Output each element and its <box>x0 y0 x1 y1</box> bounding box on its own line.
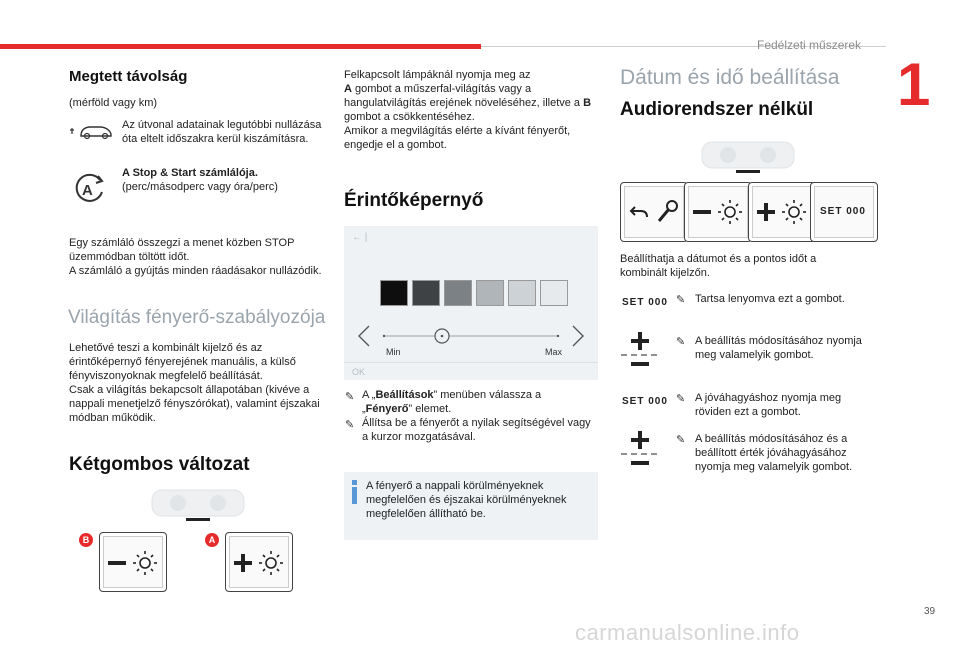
step-1: Tartsa lenyomva ezt a gombot. <box>695 293 845 305</box>
brightness-decrease-button-b[interactable] <box>99 532 167 592</box>
badge-b: B <box>79 533 93 547</box>
info-icon <box>352 480 357 504</box>
bullet-icon: ✎ <box>676 294 686 306</box>
distance-title: Megtett távolság <box>69 68 188 85</box>
set-button-icon: SET 000 <box>622 396 668 407</box>
middle-paragraph-2: Amikor a megvilágítás elérte a kívánt fényerőt, engedje el a gombot. <box>344 125 571 151</box>
info-text: A fényerő a nappali körülményeknek megfelelően és éjszakai körülményeknek megfelelően állítható be. <box>366 480 567 520</box>
slider-min-label: Min <box>386 347 401 357</box>
plus-minus-icon <box>620 430 660 470</box>
bullet-icon: ✎ <box>345 419 355 431</box>
datetime-title: Dátum és idő beállítása <box>620 66 840 89</box>
brightness-swatch[interactable] <box>508 280 536 306</box>
step-3: A jóváhagyáshoz nyomja meg röviden ezt a gombot. <box>695 392 842 418</box>
page-number: 39 <box>924 606 936 617</box>
brightness-swatch[interactable] <box>540 280 568 306</box>
step-2: A beállítás módosításához nyomja meg valamelyik gombot. <box>695 335 862 361</box>
decrease-brightness-button[interactable] <box>684 182 752 242</box>
touchscreen-panel <box>344 226 598 380</box>
lighting-paragraph-1: Lehetővé teszi a kombinált kijelző és az érintőképernyő fényerejének manuális, a külső fényviszonyoknak megfelelő beállítását. <box>69 342 296 382</box>
slider-max-label: Max <box>545 347 563 357</box>
bullet-icon: ✎ <box>345 391 355 403</box>
distance-desc: Az útvonal adatainak legutóbbi nullázása óta eltelt időszakra kerül kiszámításra. <box>122 119 322 145</box>
lighting-paragraph-2: Csak a világítás bekapcsolt állapotában (kivéve a nappali menetjelző fényszórókat), valamint éjszakai módban működik. <box>69 384 320 424</box>
twobutton-title: Kétgombos változat <box>69 454 250 475</box>
car-distance-icon <box>67 120 117 142</box>
counter-paragraph-2: A számláló a gyújtás minden ráadásakor nullázódik. <box>69 265 322 277</box>
svg-text:A: A <box>82 182 93 199</box>
step-4: A beállítás módosításához és a beállított érték jóváhagyásához nyomja meg valamelyik gombot. <box>695 433 853 473</box>
stopstart-title: A Stop & Start számlálója. <box>122 167 258 179</box>
set-button-label: SET 000 <box>820 206 866 217</box>
bullet-icon: ✎ <box>676 336 686 348</box>
instrument-panel-illustration <box>700 140 796 176</box>
right-arrow-icon <box>573 326 583 346</box>
datetime-intro: Beállíthatja a dátumot és a pontos időt a kombinált kijelzőn. <box>620 253 817 279</box>
stop-start-icon <box>72 172 106 206</box>
touchscreen-title: Érintőképernyő <box>344 190 484 211</box>
ok-button[interactable]: OK <box>352 367 366 377</box>
back-arrow-icon[interactable]: ← | <box>352 232 368 243</box>
section-title: Fedélzeti műszerek <box>757 38 862 52</box>
watermark: carmanualsonline.info <box>575 620 800 645</box>
info-box <box>344 472 598 540</box>
set-button[interactable] <box>810 182 878 242</box>
brightness-swatch[interactable] <box>444 280 472 306</box>
counter-paragraph-1: Egy számláló összegzi a menet közben STOP üzemmódban töltött időt. <box>69 237 295 263</box>
set-button-icon: SET 000 <box>622 297 668 308</box>
lighting-title: Világítás fényerő-szabályozója <box>68 307 326 328</box>
bullet-icon: ✎ <box>676 434 686 446</box>
brightness-increase-button-a[interactable] <box>225 532 293 592</box>
touchscreen-step-2: Állítsa be a fényerőt a nyilak segítségével vagy a kurzor mozgatásával. <box>362 417 591 443</box>
header-red-bar <box>0 44 481 49</box>
datetime-subtitle: Audiorendszer nélkül <box>620 99 814 120</box>
bullet-icon: ✎ <box>676 393 686 405</box>
back-settings-button[interactable] <box>620 182 688 242</box>
stopstart-unit: (perc/másodperc vagy óra/perc) <box>122 181 278 193</box>
chapter-number: 1 <box>897 51 931 118</box>
touchscreen-step-1: A „Beállítások” menüben válassza a „Fényerő” elemet. <box>362 389 542 415</box>
plus-minus-icon <box>620 331 660 371</box>
increase-brightness-button[interactable] <box>748 182 816 242</box>
middle-paragraph-1: Felkapcsolt lámpáknál nyomja meg az A gombot a műszerfal-világítás vagy a hangulatvilágítás erejének növeléséhez, illetve a B gombot a csökkentéséhez. <box>344 69 592 123</box>
distance-unit: (mérföld vagy km) <box>69 97 158 109</box>
brightness-swatch[interactable] <box>380 280 408 306</box>
badge-a: A <box>205 533 219 547</box>
brightness-swatch[interactable] <box>412 280 440 306</box>
instrument-panel-illustration <box>150 488 246 524</box>
left-arrow-icon <box>359 326 369 346</box>
brightness-swatch[interactable] <box>476 280 504 306</box>
